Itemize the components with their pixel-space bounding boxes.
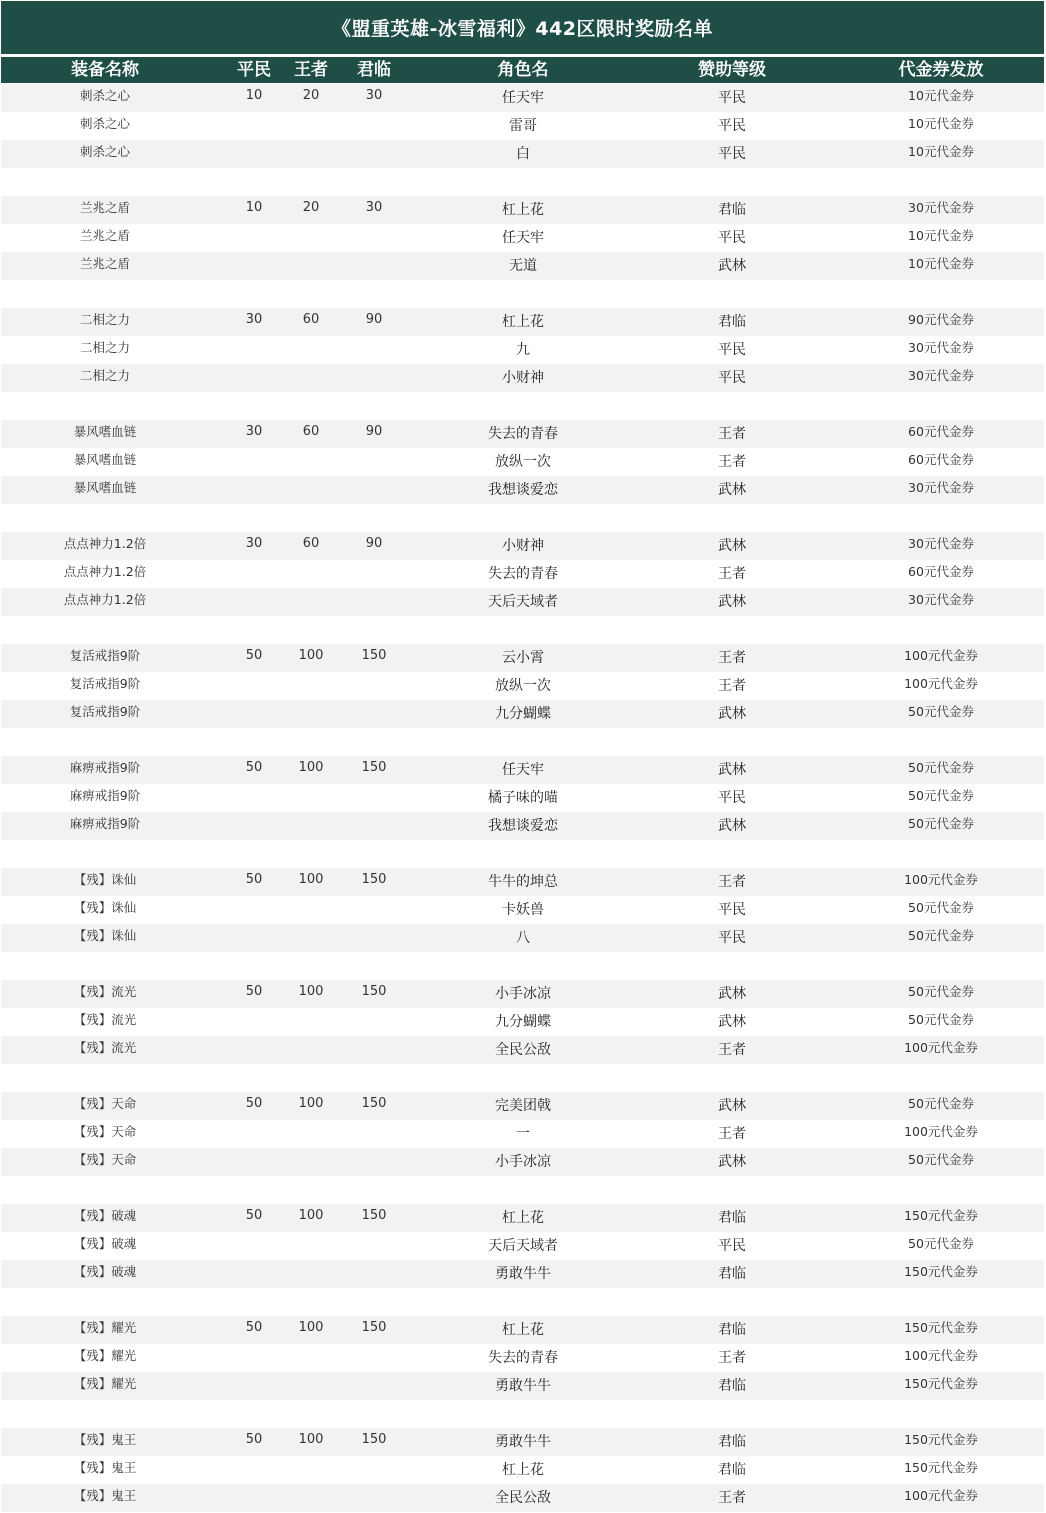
sponsor-level-cell: 平民	[718, 370, 746, 386]
role-name-cell: 白	[516, 146, 530, 162]
table-row	[1, 784, 1044, 812]
role-name-cell: 我想谈爱恋	[488, 482, 558, 498]
role-name-cell: 杠上花	[502, 202, 544, 218]
equip-name-cell: 【残】天命	[73, 1152, 137, 1167]
role-name-cell: 勇敢牛牛	[495, 1378, 551, 1394]
equip-name-cell: 暴风嗜血链	[73, 424, 137, 439]
junlin-cell: 150	[361, 1432, 387, 1447]
role-name-cell: 九	[516, 342, 530, 358]
voucher-cell: 10元代金券	[908, 116, 974, 131]
table-row	[1, 140, 1044, 168]
table-row	[1, 1484, 1044, 1512]
equip-name-cell: 【残】鬼王	[73, 1432, 137, 1447]
voucher-cell: 150元代金券	[904, 1208, 978, 1223]
equip-name-cell: 刺杀之心	[79, 88, 130, 103]
sponsor-level-cell: 平民	[718, 902, 746, 918]
table-row	[1, 1036, 1044, 1064]
voucher-cell: 60元代金券	[908, 452, 974, 467]
sponsor-level-cell: 君临	[718, 1434, 746, 1450]
voucher-cell: 50元代金券	[908, 1236, 974, 1251]
table-row	[1, 644, 1044, 672]
pingmin-cell: 50	[245, 1320, 263, 1335]
wangzhe-cell: 100	[298, 872, 324, 887]
wangzhe-cell: 100	[298, 984, 324, 999]
equip-name-cell: 刺杀之心	[79, 116, 130, 131]
sponsor-level-cell: 君临	[718, 1462, 746, 1478]
equip-name-cell: 【残】破魂	[73, 1236, 137, 1251]
table-row	[1, 420, 1044, 448]
sponsor-level-cell: 武林	[718, 1098, 746, 1114]
pingmin-cell: 50	[245, 1096, 263, 1111]
equip-name-cell: 【残】天命	[73, 1096, 137, 1111]
junlin-cell: 150	[361, 1320, 387, 1335]
equip-name-cell: 兰兆之盾	[79, 228, 130, 243]
table-row	[1, 532, 1044, 560]
equip-name-cell: 【残】破魂	[73, 1264, 137, 1279]
wangzhe-cell: 60	[302, 536, 320, 551]
wangzhe-cell: 100	[298, 648, 324, 663]
junlin-cell: 150	[361, 648, 387, 663]
pingmin-cell: 10	[245, 88, 263, 103]
group-spacer-row	[1, 1288, 1044, 1316]
role-name-cell: 失去的青春	[488, 426, 558, 442]
equip-name-cell: 【残】流光	[73, 1040, 137, 1055]
wangzhe-cell: 100	[298, 1432, 324, 1447]
group-spacer-row	[1, 392, 1044, 420]
table-row	[1, 196, 1044, 224]
role-name-cell: 放纵一次	[495, 454, 551, 470]
role-name-cell: 小财神	[502, 538, 544, 554]
role-name-cell: 我想谈爱恋	[488, 818, 558, 834]
voucher-cell: 150元代金券	[904, 1320, 978, 1335]
group-spacer-row	[1, 1400, 1044, 1428]
role-name-cell: 失去的青春	[488, 566, 558, 582]
table-row	[1, 812, 1044, 840]
sponsor-level-cell: 平民	[718, 342, 746, 358]
pingmin-cell: 30	[245, 424, 263, 439]
role-name-cell: 小手冰凉	[495, 1154, 551, 1170]
sponsor-level-cell: 武林	[718, 258, 746, 274]
voucher-cell: 100元代金券	[904, 1040, 978, 1055]
equip-name-cell: 【残】破魂	[73, 1208, 137, 1223]
table-row	[1, 476, 1044, 504]
junlin-cell: 150	[361, 1096, 387, 1111]
equip-name-cell: 【残】诛仙	[73, 928, 137, 943]
role-name-cell: 任天牢	[502, 762, 544, 778]
equip-name-cell: 复活戒指9阶	[69, 704, 141, 719]
sponsor-level-cell: 武林	[718, 1154, 746, 1170]
table-row	[1, 1372, 1044, 1400]
junlin-cell: 90	[365, 424, 383, 439]
wangzhe-cell: 60	[302, 312, 320, 327]
role-name-cell: 小财神	[502, 370, 544, 386]
group-spacer-row	[1, 840, 1044, 868]
equip-name-cell: 【残】耀光	[73, 1320, 137, 1335]
sponsor-level-cell: 君临	[718, 1266, 746, 1282]
equip-name-cell: 点点神力1.2倍	[63, 564, 147, 579]
sponsor-level-cell: 王者	[718, 1042, 746, 1058]
wangzhe-cell: 100	[298, 1096, 324, 1111]
role-name-cell: 任天牢	[502, 90, 544, 106]
equip-name-cell: 麻痹戒指9阶	[69, 788, 141, 803]
table-row	[1, 224, 1044, 252]
group-spacer-row	[1, 616, 1044, 644]
role-name-cell: 杠上花	[502, 1462, 544, 1478]
role-name-cell: 勇敢牛牛	[495, 1266, 551, 1282]
equip-name-cell: 【残】天命	[73, 1124, 137, 1139]
role-name-cell: 勇敢牛牛	[495, 1434, 551, 1450]
equip-name-cell: 刺杀之心	[79, 144, 130, 159]
voucher-cell: 10元代金券	[908, 228, 974, 243]
role-name-cell: 橘子味的喵	[488, 790, 558, 806]
role-name-cell: 一	[516, 1126, 530, 1142]
sponsor-level-cell: 武林	[718, 762, 746, 778]
voucher-cell: 60元代金券	[908, 424, 974, 439]
voucher-cell: 150元代金券	[904, 1460, 978, 1475]
table-header	[1, 57, 1044, 83]
voucher-cell: 150元代金券	[904, 1264, 978, 1279]
role-name-cell: 失去的青春	[488, 1350, 558, 1366]
role-name-cell: 杠上花	[502, 1322, 544, 1338]
sponsor-level-cell: 王者	[718, 426, 746, 442]
sponsor-level-cell: 武林	[718, 706, 746, 722]
role-name-cell: 全民公敌	[495, 1042, 551, 1058]
junlin-cell: 150	[361, 760, 387, 775]
equip-name-cell: 复活戒指9阶	[69, 648, 141, 663]
sponsor-level-cell: 王者	[718, 1350, 746, 1366]
equip-name-cell: 【残】耀光	[73, 1376, 137, 1391]
voucher-cell: 50元代金券	[908, 928, 974, 943]
voucher-cell: 10元代金券	[908, 256, 974, 271]
pingmin-cell: 50	[245, 1208, 263, 1223]
pingmin-cell: 50	[245, 648, 263, 663]
role-name-cell: 任天牢	[502, 230, 544, 246]
header-voucher: 代金券发放	[898, 60, 984, 80]
voucher-cell: 100元代金券	[904, 1124, 978, 1139]
header-junlin: 君临	[357, 60, 391, 80]
equip-name-cell: 【残】耀光	[73, 1348, 137, 1363]
equip-name-cell: 复活戒指9阶	[69, 676, 141, 691]
voucher-cell: 30元代金券	[908, 200, 974, 215]
role-name-cell: 雷哥	[509, 118, 537, 134]
role-name-cell: 完美团戟	[495, 1098, 551, 1114]
pingmin-cell: 50	[245, 984, 263, 999]
sponsor-level-cell: 平民	[718, 930, 746, 946]
group-spacer-row	[1, 168, 1044, 196]
sponsor-level-cell: 平民	[718, 230, 746, 246]
table-row	[1, 756, 1044, 784]
voucher-cell: 100元代金券	[904, 676, 978, 691]
group-spacer-row	[1, 728, 1044, 756]
role-name-cell: 杠上花	[502, 314, 544, 330]
table-row	[1, 588, 1044, 616]
equip-name-cell: 【残】流光	[73, 984, 137, 999]
header-pingmin: 平民	[237, 60, 271, 80]
table-row	[1, 896, 1044, 924]
junlin-cell: 30	[365, 200, 383, 215]
table-body	[1, 84, 1044, 1512]
equip-name-cell: 暴风嗜血链	[73, 480, 137, 495]
sponsor-level-cell: 平民	[718, 90, 746, 106]
sponsor-level-cell: 武林	[718, 594, 746, 610]
role-name-cell: 全民公敌	[495, 1490, 551, 1506]
voucher-cell: 100元代金券	[904, 1488, 978, 1503]
sponsor-level-cell: 君临	[718, 1378, 746, 1394]
table-row	[1, 1344, 1044, 1372]
table-row	[1, 308, 1044, 336]
equip-name-cell: 点点神力1.2倍	[63, 536, 147, 551]
voucher-cell: 50元代金券	[908, 984, 974, 999]
voucher-cell: 50元代金券	[908, 760, 974, 775]
table-row	[1, 700, 1044, 728]
wangzhe-cell: 20	[302, 88, 320, 103]
sponsor-level-cell: 王者	[718, 1126, 746, 1142]
page-title: 《盟重英雄-冰雪福利》442区限时奖励名单	[1, 1, 1044, 54]
header-equip-name: 装备名称	[71, 60, 139, 80]
header-wangzhe: 王者	[294, 60, 328, 80]
voucher-cell: 50元代金券	[908, 900, 974, 915]
voucher-cell: 150元代金券	[904, 1432, 978, 1447]
sponsor-level-cell: 武林	[718, 538, 746, 554]
table-row	[1, 252, 1044, 280]
group-spacer-row	[1, 952, 1044, 980]
table-row	[1, 1204, 1044, 1232]
table-row	[1, 980, 1044, 1008]
equip-name-cell: 二相之力	[79, 312, 130, 327]
table-row	[1, 112, 1044, 140]
table-row	[1, 364, 1044, 392]
voucher-cell: 100元代金券	[904, 1348, 978, 1363]
junlin-cell: 90	[365, 536, 383, 551]
voucher-cell: 30元代金券	[908, 340, 974, 355]
role-name-cell: 牛牛的坤总	[488, 874, 558, 890]
equip-name-cell: 二相之力	[79, 340, 130, 355]
role-name-cell: 天后天域者	[488, 594, 558, 610]
table-row	[1, 1456, 1044, 1484]
equip-name-cell: 【残】诛仙	[73, 872, 137, 887]
sponsor-level-cell: 平民	[718, 118, 746, 134]
group-spacer-row	[1, 1064, 1044, 1092]
sponsor-level-cell: 平民	[718, 146, 746, 162]
voucher-cell: 90元代金券	[908, 312, 974, 327]
sponsor-level-cell: 王者	[718, 454, 746, 470]
wangzhe-cell: 100	[298, 760, 324, 775]
equip-name-cell: 【残】诛仙	[73, 900, 137, 915]
voucher-cell: 50元代金券	[908, 1152, 974, 1167]
pingmin-cell: 10	[245, 200, 263, 215]
voucher-cell: 30元代金券	[908, 536, 974, 551]
table-row	[1, 84, 1044, 112]
group-spacer-row	[1, 504, 1044, 532]
sponsor-level-cell: 武林	[718, 482, 746, 498]
voucher-cell: 150元代金券	[904, 1376, 978, 1391]
voucher-cell: 60元代金券	[908, 564, 974, 579]
sponsor-level-cell: 王者	[718, 650, 746, 666]
table-row	[1, 672, 1044, 700]
group-spacer-row	[1, 280, 1044, 308]
equip-name-cell: 【残】鬼王	[73, 1488, 137, 1503]
sponsor-level-cell: 王者	[718, 566, 746, 582]
pingmin-cell: 30	[245, 312, 263, 327]
role-name-cell: 天后天域者	[488, 1238, 558, 1254]
sponsor-level-cell: 王者	[718, 874, 746, 890]
voucher-cell: 30元代金券	[908, 368, 974, 383]
header-role-name: 角色名	[497, 60, 549, 80]
sponsor-level-cell: 武林	[718, 818, 746, 834]
junlin-cell: 150	[361, 984, 387, 999]
voucher-cell: 50元代金券	[908, 1012, 974, 1027]
equip-name-cell: 二相之力	[79, 368, 130, 383]
role-name-cell: 卡妖兽	[502, 902, 544, 918]
pingmin-cell: 30	[245, 536, 263, 551]
sponsor-level-cell: 平民	[718, 790, 746, 806]
table-row	[1, 336, 1044, 364]
sponsor-level-cell: 君临	[718, 314, 746, 330]
wangzhe-cell: 60	[302, 424, 320, 439]
table-row	[1, 1120, 1044, 1148]
role-name-cell: 小手冰凉	[495, 986, 551, 1002]
table-row	[1, 1428, 1044, 1456]
role-name-cell: 无道	[509, 258, 537, 274]
voucher-cell: 50元代金券	[908, 704, 974, 719]
junlin-cell: 90	[365, 312, 383, 327]
group-spacer-row	[1, 1176, 1044, 1204]
equip-name-cell: 暴风嗜血链	[73, 452, 137, 467]
pingmin-cell: 50	[245, 1432, 263, 1447]
sponsor-level-cell: 君临	[718, 202, 746, 218]
sponsor-level-cell: 平民	[718, 1238, 746, 1254]
equip-name-cell: 点点神力1.2倍	[63, 592, 147, 607]
role-name-cell: 九分蝴蝶	[495, 1014, 551, 1030]
voucher-cell: 50元代金券	[908, 816, 974, 831]
equip-name-cell: 【残】鬼王	[73, 1460, 137, 1475]
role-name-cell: 九分蝴蝶	[495, 706, 551, 722]
sponsor-level-cell: 君临	[718, 1210, 746, 1226]
voucher-cell: 100元代金券	[904, 648, 978, 663]
wangzhe-cell: 100	[298, 1208, 324, 1223]
equip-name-cell: 麻痹戒指9阶	[69, 816, 141, 831]
equip-name-cell: 兰兆之盾	[79, 200, 130, 215]
sponsor-level-cell: 君临	[718, 1322, 746, 1338]
role-name-cell: 杠上花	[502, 1210, 544, 1226]
equip-name-cell: 【残】流光	[73, 1012, 137, 1027]
sponsor-level-cell: 王者	[718, 1490, 746, 1506]
table-row	[1, 924, 1044, 952]
voucher-cell: 10元代金券	[908, 88, 974, 103]
voucher-cell: 10元代金券	[908, 144, 974, 159]
role-name-cell: 八	[516, 930, 530, 946]
role-name-cell: 云小霄	[502, 650, 544, 666]
wangzhe-cell: 100	[298, 1320, 324, 1335]
role-name-cell: 放纵一次	[495, 678, 551, 694]
table-row	[1, 1092, 1044, 1120]
table-row	[1, 868, 1044, 896]
pingmin-cell: 50	[245, 872, 263, 887]
table-row	[1, 560, 1044, 588]
table-row	[1, 1148, 1044, 1176]
table-row	[1, 1260, 1044, 1288]
equip-name-cell: 麻痹戒指9阶	[69, 760, 141, 775]
junlin-cell: 150	[361, 872, 387, 887]
sponsor-level-cell: 王者	[718, 678, 746, 694]
sponsor-level-cell: 武林	[718, 1014, 746, 1030]
voucher-cell: 100元代金券	[904, 872, 978, 887]
table-row	[1, 1316, 1044, 1344]
junlin-cell: 150	[361, 1208, 387, 1223]
junlin-cell: 30	[365, 88, 383, 103]
sponsor-level-cell: 武林	[718, 986, 746, 1002]
voucher-cell: 50元代金券	[908, 788, 974, 803]
equip-name-cell: 兰兆之盾	[79, 256, 130, 271]
table-row	[1, 1232, 1044, 1260]
voucher-cell: 30元代金券	[908, 480, 974, 495]
table-row	[1, 448, 1044, 476]
pingmin-cell: 50	[245, 760, 263, 775]
voucher-cell: 50元代金券	[908, 1096, 974, 1111]
wangzhe-cell: 20	[302, 200, 320, 215]
header-sponsor-level: 赞助等级	[698, 60, 766, 80]
table-row	[1, 1008, 1044, 1036]
voucher-cell: 30元代金券	[908, 592, 974, 607]
